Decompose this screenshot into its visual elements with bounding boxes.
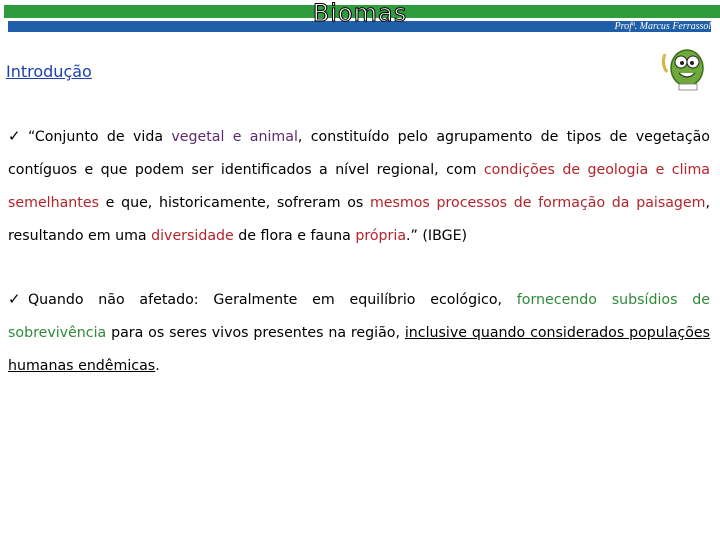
highlight-processos: mesmos processos de formação da paisagem bbox=[369, 195, 706, 211]
check-icon: ✓ bbox=[8, 127, 21, 145]
underlined-populacoes: inclusive quando considerados populações humanas endêmicas bbox=[8, 325, 711, 374]
text-run: , resultando em uma bbox=[8, 195, 710, 244]
highlight-vegetal-animal: vegetal e animal bbox=[171, 129, 298, 145]
text-run: para os seres vivos presentes na região, bbox=[106, 325, 405, 341]
slide-title: Biomas bbox=[312, 0, 408, 27]
highlight-condicoes: condições de geologia e clima semelhantes bbox=[8, 162, 711, 211]
highlight-diversidade: diversidade bbox=[151, 228, 234, 244]
author-label: Profª. Marcus Ferrassoli bbox=[614, 21, 714, 32]
text-run: de flora e fauna bbox=[233, 228, 356, 244]
text-run: . bbox=[155, 358, 160, 374]
highlight-propria: própria bbox=[355, 228, 407, 244]
text-run: “Conjunto de vida bbox=[28, 129, 172, 145]
bullet-paragraph-ibge bbox=[8, 120, 710, 253]
bullet-paragraph-equilibrio bbox=[8, 283, 710, 383]
text-run: Quando não afetado: Geralmente em equilíbrio ecológico, bbox=[28, 292, 517, 308]
text-run: .” (IBGE) bbox=[406, 228, 468, 244]
section-title: Introdução bbox=[6, 62, 92, 81]
mascot-icon bbox=[657, 42, 707, 92]
text-run: , constituído pelo agrupamento de tipos de vegetação contíguos e que podem ser identificados a nível regional, com bbox=[8, 129, 710, 178]
text-run: e que, historicamente, sofreram os bbox=[98, 195, 370, 211]
check-icon: ✓ bbox=[8, 290, 21, 308]
highlight-subsidios: fornecendo subsídios de sobrevivência bbox=[8, 292, 710, 341]
